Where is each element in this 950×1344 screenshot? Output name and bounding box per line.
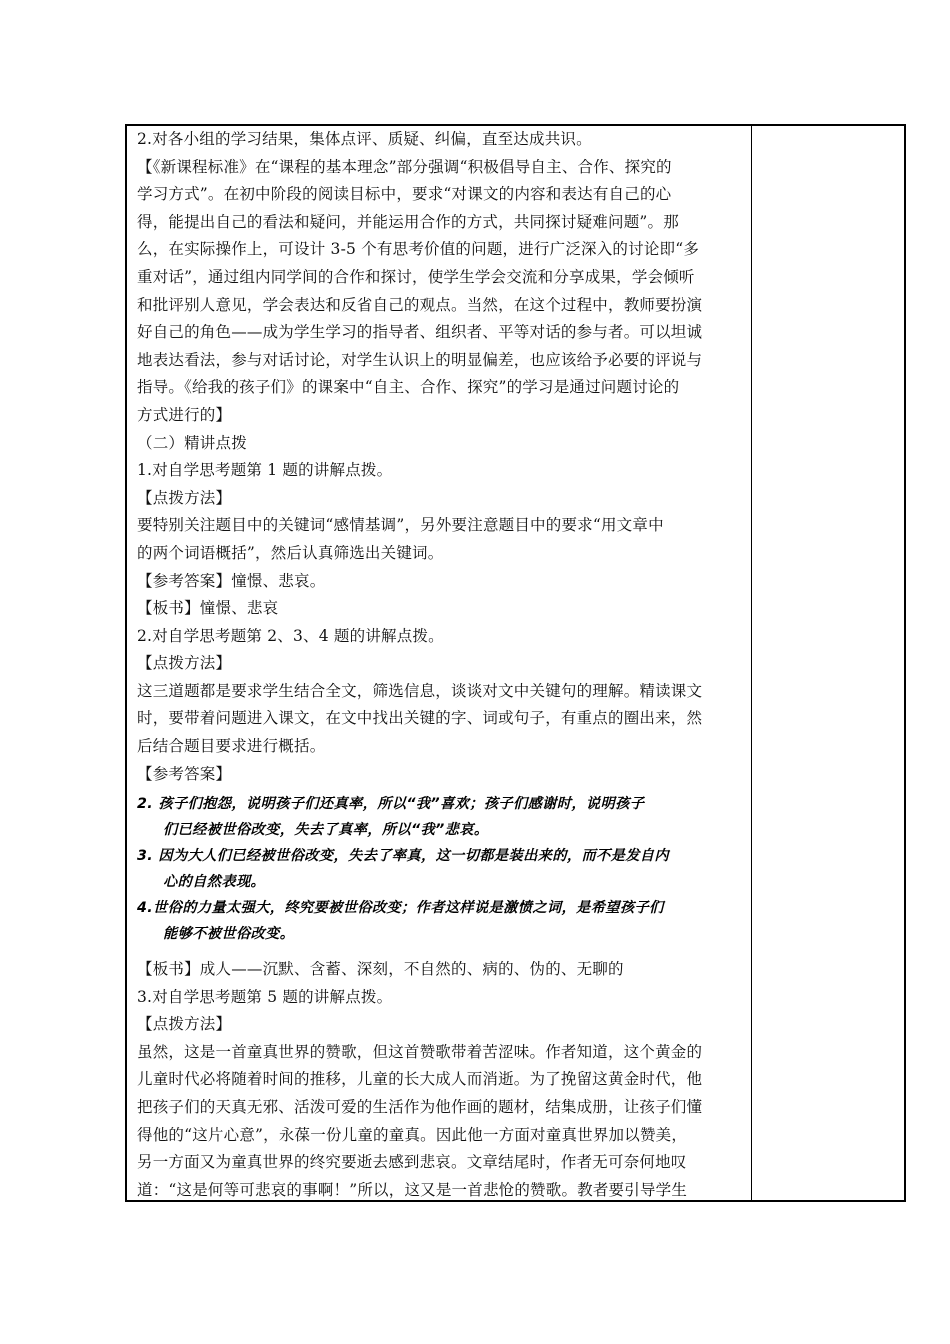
text-line: 【《新课程标准》在“课程的基本理念”部分强调“积极倡导自主、合作、探究的	[137, 157, 672, 176]
text-line: 指导。《给我的孩子们》的课案中“自主、合作、探究”的学习是通过问题讨论的	[137, 378, 680, 397]
text-line: 重对话”，通过组内同学间的合作和探讨，使学生学会交流和分享成果，学会倾听	[137, 267, 695, 286]
lesson-text-block-continued	[137, 956, 749, 1200]
text-line: 2.对自学思考题第 2、3、4 题的讲解点拨。	[137, 626, 444, 645]
notes-cell	[752, 126, 904, 1200]
text-line: 得，能提出自己的看法和疑问，并能运用合作的方式，共同探讨疑难问题”。那	[137, 212, 679, 231]
text-line: 要特别关注题目中的关键词“感情基调”，另外要注意题目中的要求“用文章中	[137, 516, 664, 535]
handwritten-line: 4.世俗的力量太强大，终究要被世俗改变；作者这样说是激愤之词，是希望孩子们	[137, 900, 664, 916]
text-line: 的两个词语概括”，然后认真筛选出关键词。	[137, 543, 444, 562]
text-line: 道：“这是何等可悲哀的事啊！”所以，这又是一首悲怆的赞歌。教者要引导学生	[137, 1180, 688, 1199]
handwritten-line: 们已经被世俗改变，失去了真率，所以“我”悲哀。	[163, 822, 489, 838]
text-line: 3.对自学思考题第 5 题的讲解点拨。	[137, 987, 393, 1006]
text-line: 学习方式”。在初中阶段的阅读目标中，要求“对课文的内容和表达有自己的心	[137, 185, 672, 204]
text-line: 【点拨方法】	[137, 654, 232, 673]
text-line: 【点拨方法】	[137, 488, 232, 507]
handwritten-line: 能够不被世俗改变。	[163, 926, 295, 942]
handwritten-line: 3. 因为大人们已经被世俗改变，失去了率真，这一切都是装出来的，而不是发自内	[137, 848, 669, 864]
text-line: 【板书】憧憬、悲哀	[137, 599, 279, 618]
text-line: 时，要带着问题进入课文，在文中找出关键的字、词或句子，有重点的圈出来，然	[137, 709, 703, 728]
text-line: 2.对各小组的学习结果，集体点评、质疑、纠偏，直至达成共识。	[137, 130, 592, 148]
text-line: 方式进行的】	[137, 405, 232, 424]
text-line: 儿童时代必将随着时间的推移，儿童的长大成人而消逝。为了挽留这黄金时代，他	[137, 1070, 703, 1089]
text-line: 1.对自学思考题第 1 题的讲解点拨。	[137, 461, 393, 480]
text-line: 【参考答案】	[137, 764, 232, 783]
text-line: 把孩子们的天真无邪、活泼可爱的生活作为他作画的题材，结集成册，让孩子们懂	[137, 1097, 703, 1116]
text-line: 么，在实际操作上，可设计 3-5 个有思考价值的问题，进行广泛深入的讨论即“多	[137, 240, 700, 259]
lesson-text-block	[137, 126, 745, 788]
text-line: 【参考答案】憧憬、悲哀。	[137, 571, 326, 590]
text-line: 【板书】成人——沉默、含蓄、深刻，不自然的、病的、伪的、无聊的	[137, 960, 624, 978]
handwritten-line: 心的自然表现。	[163, 874, 266, 890]
handwritten-line: 2. 孩子们抱怨，说明孩子们还真率，所以“我”喜欢；孩子们感谢时，说明孩子	[137, 796, 645, 812]
text-line: 地表达看法，参与对话讨论，对学生认识上的明显偏差，也应该给予必要的评说与	[137, 350, 703, 369]
text-line: 这三道题都是要求学生结合全文，筛选信息，谈谈对文中关键句的理解。精读课文	[137, 681, 703, 700]
text-line: 后结合题目要求进行概括。	[137, 737, 326, 756]
lesson-content-cell	[127, 126, 752, 1200]
text-line: 好自己的角色——成为学生学习的指导者、组织者、平等对话的参与者。可以坦诚	[137, 323, 703, 342]
text-line: （二）精讲点拨	[137, 433, 247, 452]
text-line: 和批评别人意见，学会表达和反省自己的观点。当然，在这个过程中，教师要扮演	[137, 295, 703, 314]
text-line: 另一方面又为童真世界的终究要逝去感到悲哀。文章结尾时，作者无可奈何地叹	[137, 1153, 687, 1172]
handwritten-answer-image	[137, 791, 747, 942]
lesson-table	[125, 124, 906, 1202]
text-line: 虽然，这是一首童真世界的赞歌，但这首赞歌带着苦涩味。作者知道，这个黄金的	[137, 1042, 703, 1061]
text-line: 得他的“这片心意”，永葆一份儿童的童真。因此他一方面对童真世界加以赞美，	[137, 1125, 688, 1144]
text-line: 【点拨方法】	[137, 1015, 232, 1034]
